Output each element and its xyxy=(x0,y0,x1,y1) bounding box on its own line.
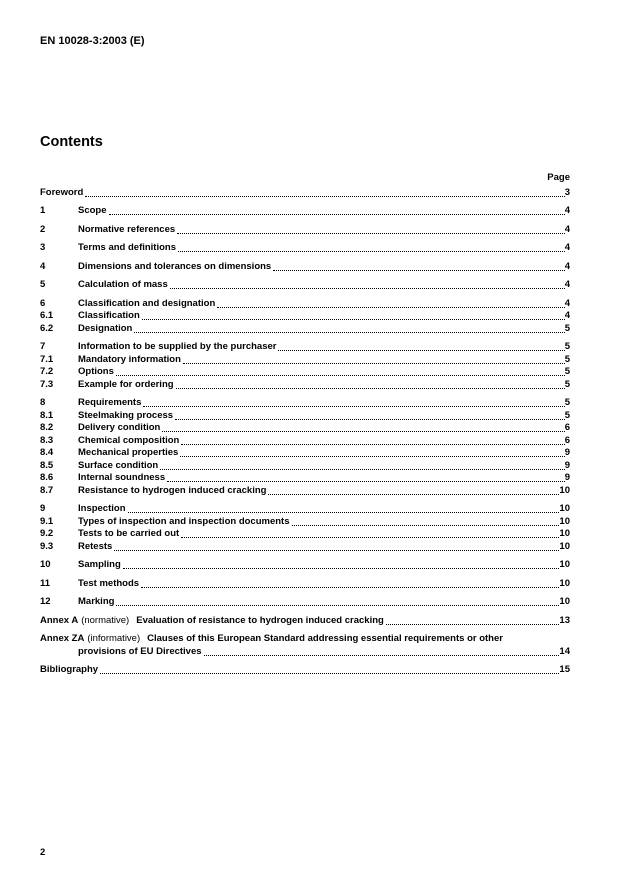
toc-entry-page: 10 xyxy=(559,540,570,552)
table-of-contents xyxy=(40,172,570,677)
toc-entry xyxy=(40,596,570,609)
annex-prefix: Annex ZA xyxy=(40,633,85,644)
toc-leader-dots xyxy=(141,587,559,588)
toc-entry-number: 7 xyxy=(40,341,46,352)
toc-leader-dots xyxy=(116,605,559,606)
toc-leader-dots xyxy=(109,214,565,215)
toc-entry xyxy=(40,224,570,237)
toc-leader-dots xyxy=(180,456,564,457)
toc-entry xyxy=(40,397,570,410)
toc-entry-label: Classification and designation xyxy=(78,297,216,309)
toc-entry xyxy=(40,410,570,423)
toc-entry-label: Inspection xyxy=(78,503,126,514)
toc-entry-page: 5 xyxy=(564,397,570,408)
toc-leader-dots xyxy=(292,525,560,526)
toc-entry xyxy=(40,503,570,516)
toc-entry xyxy=(40,261,570,274)
toc-entry-number: 6.1 xyxy=(40,310,54,321)
toc-entry-number: 9.1 xyxy=(40,515,54,527)
toc-entry-number: 3 xyxy=(40,242,46,253)
toc-entry xyxy=(40,298,570,311)
toc-entry-page: 9 xyxy=(564,459,570,471)
toc-entry-number: 6 xyxy=(40,297,46,309)
toc-leader-dots xyxy=(170,288,565,289)
toc-entry xyxy=(40,422,570,435)
toc-entry-label: Test methods xyxy=(78,577,140,589)
toc-entry-number: 7.2 xyxy=(40,366,54,377)
toc-entry-page: 5 xyxy=(564,341,570,352)
toc-leader-dots xyxy=(162,431,564,432)
toc-entry-annex-za-line1 xyxy=(40,633,570,646)
toc-entry-number: 12 xyxy=(40,596,51,607)
toc-entry-label: Options xyxy=(78,366,114,377)
toc-entry-page: 10 xyxy=(559,503,570,514)
toc-entry-page: 15 xyxy=(559,664,570,675)
toc-leader-dots xyxy=(176,388,565,389)
toc-entry-number: 9 xyxy=(40,503,46,514)
toc-entry-number: 8.2 xyxy=(40,422,54,433)
toc-entry xyxy=(40,447,570,460)
toc-entry-number: 4 xyxy=(40,260,46,272)
toc-entry-number: 9.2 xyxy=(40,528,54,539)
annex-prefix: Annex A xyxy=(40,614,79,626)
toc-leader-dots xyxy=(134,332,564,333)
toc-entry-page: 10 xyxy=(559,559,570,570)
toc-leader-dots xyxy=(100,673,559,674)
toc-entry-page: 4 xyxy=(564,279,570,290)
toc-entry xyxy=(40,354,570,367)
toc-entry xyxy=(40,516,570,529)
footer-page-number: 2 xyxy=(40,847,46,858)
toc-entry-label: Types of inspection and inspection documents xyxy=(78,515,290,527)
toc-entry xyxy=(40,279,570,292)
toc-entry-number: 7.1 xyxy=(40,353,54,365)
toc-entry-page: 9 xyxy=(564,472,570,483)
toc-entry-number: 9.3 xyxy=(40,540,54,552)
toc-entry-page: 4 xyxy=(564,310,570,321)
toc-entry-label: Steelmaking process xyxy=(78,409,174,421)
toc-entry-label: Bibliography xyxy=(40,664,99,675)
toc-entry-label: Classification xyxy=(78,310,140,321)
toc-entry xyxy=(40,205,570,218)
toc-entry-number: 8.3 xyxy=(40,434,54,446)
toc-entry xyxy=(40,472,570,485)
toc-leader-dots xyxy=(183,363,565,364)
toc-entry-label: Mechanical properties xyxy=(78,447,179,458)
toc-entry-page: 10 xyxy=(559,596,570,607)
toc-entry-label: Normative references xyxy=(78,223,176,235)
toc-entry-bibliography xyxy=(40,664,570,677)
toc-entry-label: Foreword xyxy=(40,186,84,198)
toc-entry-page: 14 xyxy=(559,645,570,657)
toc-entry xyxy=(40,559,570,572)
toc-entry-page: 10 xyxy=(559,484,570,496)
toc-leader-dots xyxy=(114,550,559,551)
toc-entry-label: Evaluation of resistance to hydrogen induced cracking xyxy=(136,614,384,626)
toc-entry-label: Information to be supplied by the purchaser xyxy=(78,341,277,352)
toc-entry-label: Calculation of mass xyxy=(78,279,168,290)
toc-entry-label: Dimensions and tolerances on dimensions xyxy=(78,260,272,272)
toc-entry-number: 8.6 xyxy=(40,472,54,483)
toc-leader-dots xyxy=(85,196,564,197)
toc-leader-dots xyxy=(278,350,564,351)
toc-entry-page: 3 xyxy=(564,186,570,198)
toc-entry-page: 4 xyxy=(564,297,570,309)
toc-entry-page: 5 xyxy=(564,378,570,390)
toc-leader-dots xyxy=(181,444,564,445)
toc-entry xyxy=(40,379,570,392)
toc-entry-number: 8 xyxy=(40,397,46,408)
toc-entry-label: Resistance to hydrogen induced cracking xyxy=(78,484,267,496)
toc-entry-annex-a xyxy=(40,615,570,628)
toc-leader-dots xyxy=(116,375,565,376)
toc-entry-page: 4 xyxy=(564,260,570,272)
toc-entry xyxy=(40,528,570,541)
toc-entry-page: 6 xyxy=(564,422,570,433)
toc-entry-number: 6.2 xyxy=(40,322,54,334)
toc-leader-dots xyxy=(177,233,565,234)
toc-entry-number: 7.3 xyxy=(40,378,54,390)
toc-entry-number: 5 xyxy=(40,279,46,290)
annex-qualifier: (normative) xyxy=(81,614,130,626)
toc-entry-page: 5 xyxy=(564,322,570,334)
toc-entry-number: 10 xyxy=(40,559,51,570)
toc-entry-page: 4 xyxy=(564,223,570,235)
toc-entry-page: 4 xyxy=(564,205,570,216)
toc-leader-dots xyxy=(178,251,565,252)
toc-entry-label: Surface condition xyxy=(78,459,159,471)
toc-leader-dots xyxy=(167,481,565,482)
toc-entry xyxy=(40,242,570,255)
toc-leader-dots xyxy=(268,494,559,495)
toc-entry-page: 10 xyxy=(559,515,570,527)
toc-entry xyxy=(40,366,570,379)
toc-leader-dots xyxy=(160,469,564,470)
toc-entry xyxy=(40,310,570,323)
toc-entry-label: Requirements xyxy=(78,397,142,408)
contents-heading: Contents xyxy=(40,134,103,150)
toc-entry-label: Terms and definitions xyxy=(78,242,177,253)
toc-leader-dots xyxy=(143,406,564,407)
toc-leader-dots xyxy=(273,270,564,271)
toc-entry-page: 4 xyxy=(564,242,570,253)
toc-entry xyxy=(40,541,570,554)
toc-leader-dots xyxy=(175,419,565,420)
toc-entry xyxy=(40,341,570,354)
toc-entry-label: Marking xyxy=(78,596,115,607)
toc-leader-dots xyxy=(204,655,560,656)
toc-entry-page: 5 xyxy=(564,353,570,365)
toc-entry-label: provisions of EU Directives xyxy=(78,645,202,657)
toc-entry-number: 8.5 xyxy=(40,459,54,471)
toc-entry-number: 8.4 xyxy=(40,447,54,458)
toc-entry-page: 10 xyxy=(559,577,570,589)
toc-entry xyxy=(40,578,570,591)
toc-entry-number: 11 xyxy=(40,577,51,589)
toc-entry xyxy=(40,435,570,448)
annex-qualifier: (informative) xyxy=(87,633,141,644)
toc-entry-number: 8.1 xyxy=(40,409,54,421)
toc-entry-label: Tests to be carried out xyxy=(78,528,180,539)
toc-entry-page: 10 xyxy=(559,528,570,539)
toc-entry-page: 9 xyxy=(564,447,570,458)
toc-entry-label: Example for ordering xyxy=(78,378,174,390)
toc-entry-annex-za-line2 xyxy=(40,646,570,659)
toc-entry-label: Chemical composition xyxy=(78,434,180,446)
toc-entry-number: 1 xyxy=(40,205,46,216)
toc-leader-dots xyxy=(181,537,559,538)
toc-entry-label: Internal soundness xyxy=(78,472,166,483)
toc-entry-page: 5 xyxy=(564,409,570,421)
toc-entry xyxy=(40,460,570,473)
toc-entry-label: Mandatory information xyxy=(78,353,181,365)
toc-entry-page: 6 xyxy=(564,434,570,446)
toc-entry-page: 5 xyxy=(564,366,570,377)
toc-entry xyxy=(40,485,570,498)
toc-leader-dots xyxy=(217,307,564,308)
toc-entry-label: Delivery condition xyxy=(78,422,161,433)
toc-entry-label: Scope xyxy=(78,205,107,216)
toc-entry-label: Designation xyxy=(78,322,133,334)
toc-leader-dots xyxy=(386,624,560,625)
toc-entry-number: 8.7 xyxy=(40,484,54,496)
page-column-label: Page xyxy=(547,172,570,183)
toc-leader-dots xyxy=(128,512,560,513)
toc-entry-number: 2 xyxy=(40,223,46,235)
document-reference: EN 10028-3:2003 (E) xyxy=(40,35,145,47)
toc-entry-label: Sampling xyxy=(78,559,121,570)
toc-entry-foreword xyxy=(40,187,570,200)
toc-entry-label: Retests xyxy=(78,540,113,552)
toc-entry xyxy=(40,323,570,336)
toc-leader-dots xyxy=(123,568,560,569)
toc-entry-label: Clauses of this European Standard addressing essential requirements or other xyxy=(147,633,503,644)
toc-leader-dots xyxy=(142,319,565,320)
toc-entry-page: 13 xyxy=(559,614,570,626)
